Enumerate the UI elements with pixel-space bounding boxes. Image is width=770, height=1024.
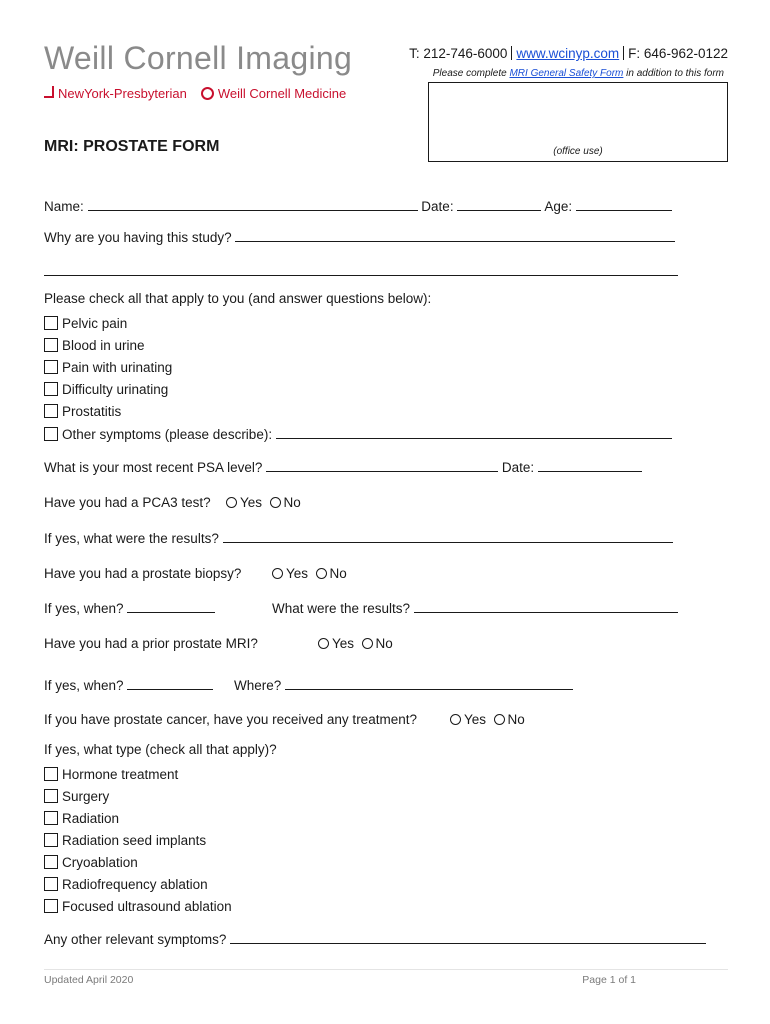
radio-no[interactable] <box>494 714 505 725</box>
date-label: Date: <box>421 199 454 214</box>
brand-logo: Weill Cornell Imaging <box>44 40 353 76</box>
safety-form-link[interactable]: MRI General Safety Form <box>509 68 624 79</box>
treatment-item[interactable] <box>44 899 232 914</box>
why-field[interactable] <box>235 229 675 242</box>
no-label: No <box>283 495 301 510</box>
psa-field[interactable] <box>266 459 498 472</box>
office-use-box <box>428 82 728 162</box>
mri-where-label: Where? <box>234 678 282 693</box>
symptom-item[interactable] <box>44 360 172 375</box>
note-prefix: Please complete <box>432 68 510 79</box>
symptom-item-other[interactable] <box>44 426 672 442</box>
checkbox[interactable] <box>44 338 58 352</box>
office-use-label: (office use) <box>553 146 603 157</box>
other-relevant-label: Any other relevant symptoms? <box>44 932 227 947</box>
biopsy-results-row <box>272 600 678 616</box>
treatment-label: Surgery <box>62 789 110 804</box>
pca3-options <box>226 495 301 510</box>
age-label: Age: <box>544 199 573 214</box>
wcm-label: Weill Cornell Medicine <box>217 86 347 101</box>
biopsy-label: Have you had a prostate biopsy? <box>44 566 242 581</box>
symptom-label: Other symptoms (please describe): <box>62 427 273 442</box>
checkbox[interactable] <box>44 360 58 374</box>
why-field-line-2[interactable] <box>44 275 678 276</box>
biopsy-results-field[interactable] <box>414 600 678 613</box>
radio-yes[interactable] <box>272 568 283 579</box>
biopsy-when-row <box>44 600 215 616</box>
wcm-seal-icon <box>201 87 214 100</box>
footer-divider <box>44 969 728 970</box>
nyp-icon <box>44 86 54 98</box>
checkbox[interactable] <box>44 899 58 913</box>
no-label: No <box>507 712 525 727</box>
symptom-item[interactable] <box>44 316 127 331</box>
radio-no[interactable] <box>316 568 327 579</box>
treatment-label: Radiofrequency ablation <box>62 877 208 892</box>
pca3-label: Have you had a PCA3 test? <box>44 495 211 510</box>
checkbox[interactable] <box>44 767 58 781</box>
no-label: No <box>329 566 347 581</box>
yes-label: Yes <box>332 636 355 651</box>
symptom-item[interactable] <box>44 338 145 353</box>
mri-where-row <box>234 677 573 693</box>
biopsy-results-label: What were the results? <box>272 601 411 616</box>
checkbox[interactable] <box>44 316 58 330</box>
radio-no[interactable] <box>270 497 281 508</box>
why-row <box>44 229 675 245</box>
treatment-item[interactable] <box>44 833 206 848</box>
treatment-item[interactable] <box>44 767 178 782</box>
treatment-item[interactable] <box>44 855 138 870</box>
affiliate-logos <box>44 86 346 101</box>
age-field[interactable] <box>576 198 672 211</box>
nyp-label: NewYork-Presbyterian <box>58 86 187 101</box>
treatment-item[interactable] <box>44 811 119 826</box>
page-number: Page 1 of 1 <box>582 974 636 986</box>
updated-date: Updated April 2020 <box>44 974 134 986</box>
treatment-type-label: If yes, what type (check all that apply)? <box>44 742 277 757</box>
prior-mri-options <box>318 636 393 651</box>
no-label: No <box>375 636 393 651</box>
mri-where-field[interactable] <box>285 677 573 690</box>
name-label: Name: <box>44 199 84 214</box>
mri-when-row <box>44 677 213 693</box>
checkbox[interactable] <box>44 855 58 869</box>
other-relevant-field[interactable] <box>230 931 706 944</box>
treatment-item[interactable] <box>44 877 208 892</box>
check-all-label: Please check all that apply to you (and answer questions below): <box>44 291 432 306</box>
biopsy-options <box>272 566 347 581</box>
symptom-label: Blood in urine <box>62 338 145 353</box>
symptom-label: Pelvic pain <box>62 316 128 331</box>
treatment-label: Radiation seed implants <box>62 833 207 848</box>
prior-mri-label: Have you had a prior prostate MRI? <box>44 636 258 651</box>
psa-date-label: Date: <box>501 460 535 475</box>
cancer-treatment-options <box>450 712 525 727</box>
form-title: MRI: PROSTATE FORM <box>44 138 220 155</box>
radio-no[interactable] <box>362 638 373 649</box>
pca3-results-label: If yes, what were the results? <box>44 531 219 546</box>
checkbox[interactable] <box>44 833 58 847</box>
checkbox[interactable] <box>44 404 58 418</box>
divider <box>511 46 512 60</box>
mri-when-label: If yes, when? <box>44 678 124 693</box>
treatment-label: Radiation <box>62 811 120 826</box>
wcm-logo <box>201 86 346 101</box>
treatment-label: Hormone treatment <box>62 767 179 782</box>
symptom-label: Prostatitis <box>62 404 122 419</box>
radio-yes[interactable] <box>318 638 329 649</box>
date-field[interactable] <box>457 198 541 211</box>
checkbox[interactable] <box>44 877 58 891</box>
symptom-item[interactable] <box>44 382 168 397</box>
symptom-label: Difficulty urinating <box>62 382 169 397</box>
psa-label: What is your most recent PSA level? <box>44 460 263 475</box>
biopsy-when-field[interactable] <box>127 600 215 613</box>
nyp-logo <box>44 86 187 101</box>
contact-info <box>409 46 728 61</box>
checkbox[interactable] <box>44 427 58 441</box>
divider <box>623 46 624 60</box>
why-label: Why are you having this study? <box>44 230 232 245</box>
checkbox[interactable] <box>44 789 58 803</box>
note-suffix: in addition to this form <box>623 68 724 79</box>
other-relevant-row <box>44 931 706 947</box>
biopsy-when-label: If yes, when? <box>44 601 124 616</box>
checkbox[interactable] <box>44 382 58 396</box>
name-field[interactable] <box>88 198 418 211</box>
website-link[interactable]: www.wcinyp.com <box>516 46 620 61</box>
psa-date-field[interactable] <box>538 459 642 472</box>
pca3-results-field[interactable] <box>223 530 673 543</box>
yes-label: Yes <box>286 566 309 581</box>
yes-label: Yes <box>464 712 487 727</box>
phone-number: T: 212-746-6000 <box>409 46 508 61</box>
symptom-item[interactable] <box>44 404 121 419</box>
treatment-label: Focused ultrasound ablation <box>62 899 232 914</box>
radio-yes[interactable] <box>226 497 237 508</box>
treatment-item[interactable] <box>44 789 109 804</box>
safety-form-note <box>433 68 724 79</box>
name-row <box>44 198 672 214</box>
treatment-label: Cryoablation <box>62 855 138 870</box>
fax-number: F: 646-962-0122 <box>628 46 728 61</box>
cancer-treatment-label: If you have prostate cancer, have you received any treatment? <box>44 712 417 727</box>
radio-yes[interactable] <box>450 714 461 725</box>
yes-label: Yes <box>240 495 263 510</box>
checkbox[interactable] <box>44 811 58 825</box>
pca3-results-row <box>44 530 673 546</box>
other-symptoms-field[interactable] <box>276 426 672 439</box>
psa-row <box>44 459 642 475</box>
symptom-label: Pain with urinating <box>62 360 173 375</box>
mri-when-field[interactable] <box>127 677 213 690</box>
